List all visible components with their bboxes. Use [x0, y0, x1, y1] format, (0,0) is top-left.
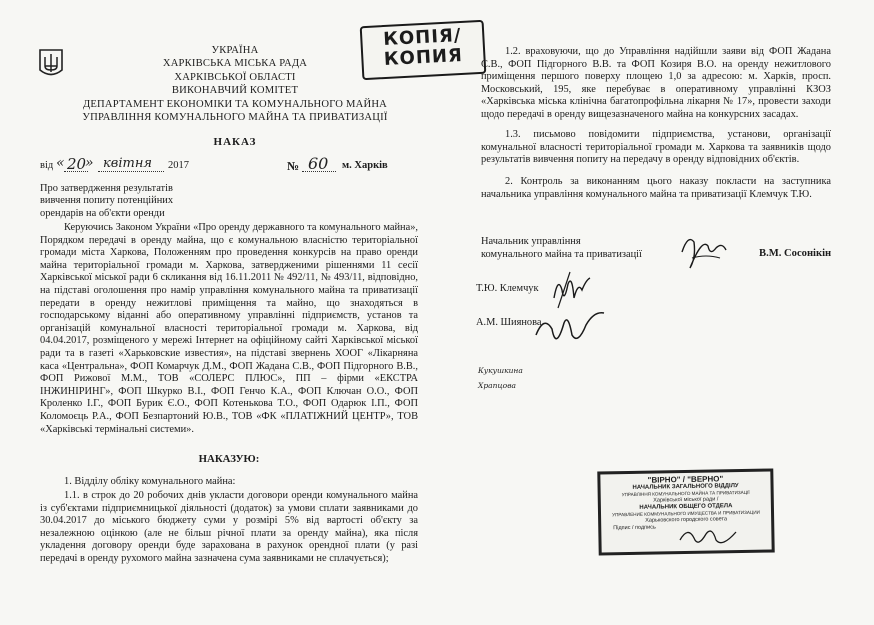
item-1-1: 1.1. в строк до 20 робочих днів укласти договори оренди комунального майна із суб'єктами підприємницької діяльності (додаток) за умови сплати заявниками до 30.04.2017 до міського бюджету суми у розмірі 5% від вартості об'єкту за незалежною оцінкою (але не більш річної плати за оренду майна), яка після укладення договору оренди буде зарахована в рахунок орендної плати (у разі передачі в оренду рухомого майна зазначена сума заявниками не сплачується);: [40, 490, 418, 564]
head-title: Начальник управління комунального майна та приватизації: [481, 236, 642, 260]
region-name: ХАРКІВСЬКОЇ ОБЛАСТІ: [174, 71, 296, 83]
order-year: 2017: [168, 160, 189, 171]
item-1-2: 1.2. враховуючи, що до Управління надійшли заяви від ФОП Жадана С.В., ФОП Підгорного В.В. та ФОП Козиря В.О. на оренду нежитлового приміщення першого поверху площею 1,0 за адресою: м. Харків, просп. Московський, 195, яке перебуває в оперативному управлінні КЗОЗ «Харківська міська клінічна багатопрофільна лікарня № 17», провести заходи щодо передачі в оренду вищезазначеного майна на конкурсних засадах.: [481, 46, 831, 120]
item-2: 2. Контроль за виконанням цього наказу покласти на заступника начальника управління комунального майна та приватизації Клемчук Т.Ю.: [481, 176, 831, 200]
order-day: 20: [67, 155, 87, 173]
copy-stamp: КОПІЯ/ КОПИЯ: [360, 20, 487, 80]
preamble-paragraph: Керуючись Законом України «Про оренду державного та комунального майна», Порядком передачі в оренду майна, що є комунальною власністю територіальної громади міста Харкова, Положенням про проведення конкурсів на право оренди майна територіальної громади м. Харкова, затвердженими рішеннями 11 сесії Харківської міської ради 6 скликання від 16.11.2011 № 492/11, № 493/11, відповідно, на підставі оголошення про намір управління комунального майна та приватизації передати в оренду нежитлові приміщення та майно, що знаходяться в господарському віданні або оперативному управлінні підприємств, установ та організацій комунальної власності територіальної громади м. Харкова, від 04.04.2017, розміщеного у мережі Інтернет на офіційному сайті Харківської міської ради та в газеті «Харьковские известия», на підставі звернень ХООГ «Лікарняна каса «Центральна», ФОП Комарчук Д.М., ФОП Жадана С.В., ФОП Підгорного В.В., ФОП Рижової М.М., ТОВ «СОЛЕРС ПЛЮС», ПП – фірми «ЕКСТРА ІНЖИНІРИНГ», ФОП Шкурко В.І., ФОП Генчо К.А., ФОП Ключан О.О., ФОП Кроленко І.Г., ФОП Бурик Є.О., ФОП Котенькова Т.О., ФОП Одарюк І.П., ФОП Коломоєць Р.А., ФОП Безпартоний Ю.В., ТОВ «ФК «ПЛАТІЖНИЙ ЦЕНТР», ТОВ «Харківські термінальні системи».: [40, 222, 418, 435]
item-1-3: 1.3. письмово повідомити підприємства, установи, організації комунальної власності територіальної громади м. Харкова та заявників щодо результатів вивчення попиту на передачу в оренду відповідних об'єктів.: [481, 129, 831, 166]
head-name: В.М. Сосонікін: [759, 248, 832, 259]
item-1: 1. Відділу обліку комунального майна:: [64, 476, 236, 487]
approver-2-signature-icon: [530, 305, 608, 357]
order-month: квітня: [103, 156, 152, 171]
council-name: ХАРКІВСЬКА МІСЬКА РАДА: [162, 58, 308, 70]
verified-stamp: "ВІРНО" / "ВЕРНО" НАЧАЛЬНИК ЗАГАЛЬНОГО ВІДДІЛУ УПРАВЛІННЯ КОМУНАЛЬНОГО МАЙНА ТА ПРИВАТИЗАЦІЇ Харківської міської ради / НАЧАЛЬНИК ОБЩЕГО ОТДЕЛА УПРАВЛЕНИЕ КОММУНАЛЬНОГО ИМУЩЕСТВА И ПРИВАТИЗАЦИИ Харьковского городского совета Підпис / подпись: [597, 468, 774, 555]
document-type: НАКАЗ: [213, 136, 257, 148]
order-city: м. Харків: [342, 160, 388, 171]
note-2: Храпцова: [478, 381, 517, 390]
stamp-signature-icon: [676, 522, 740, 552]
order-number: 60: [308, 154, 329, 173]
order-subject: Про затвердження результатів вивчення попиту потенційних орендарів на об'єкти оренди: [40, 183, 174, 219]
order-line: від « 20 » квітня 2017 № 60 м. Харків: [40, 154, 388, 173]
country-name: УКРАЇНА: [211, 45, 259, 56]
committee-name: ВИКОНАВЧИЙ КОМІТЕТ: [171, 85, 299, 97]
order-heading: НАКАЗУЮ:: [198, 453, 260, 465]
approver-1: Т.Ю. Клемчук: [476, 283, 539, 294]
head-signature-icon: [672, 228, 732, 274]
office-name: УПРАВЛІННЯ КОМУНАЛЬНОГО МАЙНА ТА ПРИВАТИЗАЦІЇ: [82, 112, 388, 123]
note-1: Кукушкина: [478, 366, 523, 375]
department-name: ДЕПАРТАМЕНТ ЕКОНОМІКИ ТА КОМУНАЛЬНОГО МАЙНА: [82, 98, 388, 110]
approver-2: А.М. Шиянова: [476, 317, 542, 328]
